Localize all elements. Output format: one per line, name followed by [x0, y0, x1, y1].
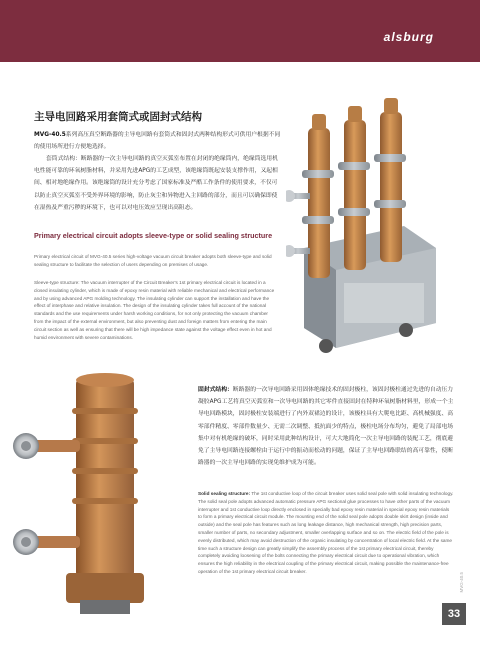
model-name: MVG-40.5 — [34, 132, 66, 138]
section-title-zh: 主导电回路采用套筒式或固封式结构 — [34, 111, 202, 123]
section-heading-en: Primary electrical circuit adopts sleeve-type or solid sealing structure — [34, 231, 273, 240]
breaker-sleeve-image — [286, 98, 446, 363]
side-model-label: MVG-40.5 — [459, 572, 464, 593]
intro-text-zh: 系列高压真空断路器的主导电回路有套筒式和固封式两种结构形式可供用户根据不同的使用场所进行方便地选择。 — [34, 132, 281, 151]
solid-pole-image — [6, 368, 196, 618]
brand-logo: alsburg — [383, 30, 434, 44]
header-bar — [0, 0, 480, 62]
solid-lead-en: Solid sealing structure: — [198, 491, 251, 496]
solid-paragraph-zh — [198, 384, 456, 469]
page-number: 33 — [442, 603, 466, 625]
sleeve-paragraph-zh: 套筒式结构：断路器的一次主导电回路的真空灭弧室布置在封闭的绝缘筒内，绝缘筒选用机电性能可靠的环氧树脂材料，并采用先进APG的工艺成型，该绝缘筒既起安装支撑作用，又起相间、相对地绝缘作用。该绝缘筒的设计充分考虑了国家标准及严酷工作条件的使用要求，不仅可以防止真空灭弧室不受外界环境的影响，防止灰尘和异物进入主回路的部分，而且可以确保即使在湿热及严重污秽的环境下，也可以对电压效应呈现出高阻态。 — [34, 156, 278, 211]
intro-paragraph-en: Primary electrical circuit of MVG-40.5 series high-voltage vacuum circuit breaker adopts both sleeve-type and solid sealing structure to facilitate the selection of users depending on premises of usage. — [34, 254, 272, 267]
solid-paragraph-en — [198, 490, 454, 576]
solid-lead-zh: 固封式结构： — [198, 387, 233, 393]
solid-text-en: The 1st conductive loop of the circuit breaker uses solid seal pole with solid insulating technology. The solid seal pole adopts advanced automatic pressure APG sectional glue processes to have other parts of the vacuum interrupter and 1st conductive loop directly enclosed in specially bad epoxy resin material in special epoxy resin materials to form a primary electrical circuit module. The mounting end of the solid seal pole adopts double skirt design (inside and outside) and the seal pole has features such as long leakage distance, high mechanical strength, high precision parts, smaller number of parts, no secondary adjustment, smaller overlapping surface and so on. The electric field of the pole is evenly distributed, which may avoid destruction of the organic insulating by concentration of local electric field. At the same time such a structure design can greatly simplify the assembly process of the 1st primary electrical circuit, thereby completely avoiding loosening of the bolts connecting the primary electrical circuit due to operational vibration, which ensures the high reliability in the electrical coupling of the primary electrical circuit, making possible the maintenance-free operation of the 1st primary electrical circuit breaker. — [198, 491, 454, 574]
intro-paragraph-zh — [34, 129, 282, 153]
solid-text-zh: 断路器的一次导电回路采用固体绝缘技术的固封极柱，该固封极柱通过先进的自动压力凝胶APG工艺将真空灭弧室和一次导电回路的其它零件直接固封在特种环氧树脂材料里，形成一个主导电回路模块，固封极柱安装端进行了内外双裙边的设计，该极柱具有大爬电比距、高机械强度、高零部件精度、零部件数量少、无需二次调整、抵抗面少的特点，极柱电场分布均匀，避免了局部电场集中对有机绝缘的破坏，同时采用此种结构设计，可大大地简化一次主导电回路的装配工艺，彻底避免了主导电回路连接螺栓由于运行中的振动而松动的问题，保证了主导电回路联结的高可靠性，使断路器的一次主导电回路的实现免维护成为可能。 — [198, 387, 454, 467]
sleeve-paragraph-en: Sleeve-type structure: The vacuum interrupter of the Circuit Breaker's 1st primary electrical circuit is located in a closed insulating cylinder, which is made of epoxy resin material with reliable mechanical and electrical performance and by using advanced APG molding technology. The insulating cylinder can support the installation and have the effect of interphase and relative insulation. The design of the insulating cylinder takes full account of the national standards and the use requirements under harsh working conditions, for not only protecting the vacuum chamber from the impact of the external environment, but also preventing dust and foreign matters from entering the main circuit section as well as ensuring that there will be high impedance state against the voltage effect even in hot and humid environment with severe contaminations. — [34, 280, 275, 340]
